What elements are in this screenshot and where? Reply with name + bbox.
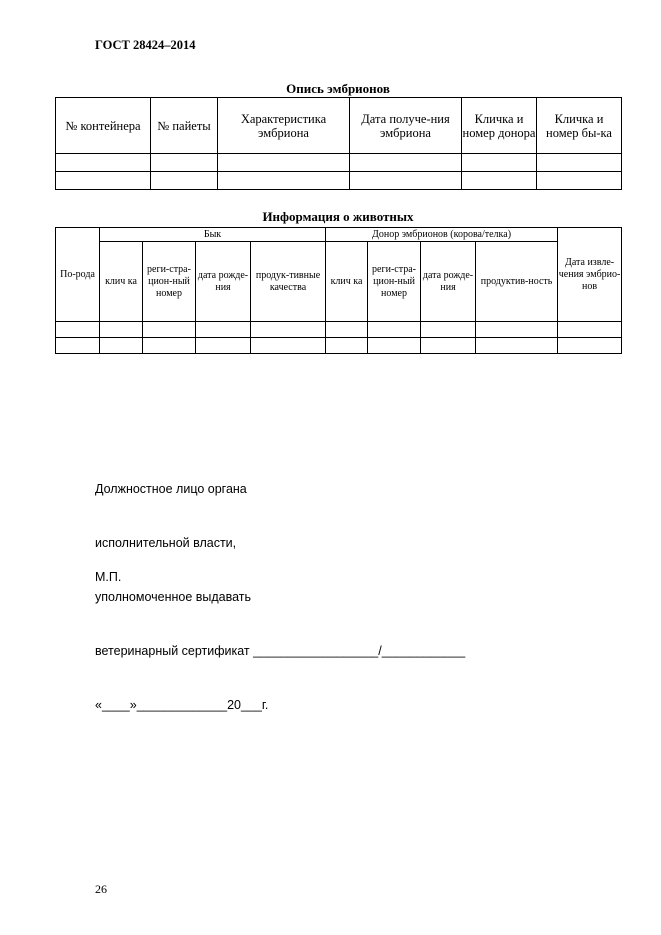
table-row: [56, 154, 622, 172]
table-cell: [476, 322, 558, 338]
embryo-table-title: Опись эмбрионов: [286, 81, 390, 96]
col-donor-reg-number: реги-стра-цион-ный номер: [368, 242, 421, 322]
col-bull-reg-number: реги-стра-цион-ный номер: [143, 242, 196, 322]
date-field: «____»_____________20___г.: [95, 698, 269, 712]
table-cell: [151, 172, 218, 190]
signature-block: [95, 444, 465, 732]
table-cell: [462, 154, 537, 172]
table-cell: [537, 172, 622, 190]
document-code: ГОСТ 28424–2014: [95, 38, 196, 52]
table-cell: [326, 322, 368, 338]
table-cell: [56, 322, 100, 338]
group-bull: Бык: [100, 228, 326, 242]
col-donor-productivity: продуктив-ность: [476, 242, 558, 322]
signature-field: ветеринарный сертификат __________________/____________: [95, 644, 466, 658]
table-cell: [251, 338, 326, 354]
animal-table: [55, 227, 622, 354]
table-cell: [143, 338, 196, 354]
table-row: [56, 172, 622, 190]
page-number: 26: [95, 882, 107, 896]
animal-table-subheader-row: [56, 242, 622, 322]
table-cell: [558, 338, 622, 354]
group-donor: Донор эмбрионов (корова/телка): [326, 228, 558, 242]
col-container-number: № контейнера: [56, 98, 151, 154]
table-cell: [100, 322, 143, 338]
table-cell: [143, 322, 196, 338]
table-cell: [537, 154, 622, 172]
table-cell: [350, 154, 462, 172]
table-row: [56, 338, 622, 354]
col-bull-productivity: продук-тивные качества: [251, 242, 326, 322]
table-cell: [251, 322, 326, 338]
table-cell: [421, 322, 476, 338]
table-cell: [196, 322, 251, 338]
embryo-table-header-row: [56, 98, 622, 154]
table-cell: [462, 172, 537, 190]
col-bull-name: клич ка: [100, 242, 143, 322]
col-embryo-characteristic: Характеристика эмбриона: [218, 98, 350, 154]
signature-line: уполномоченное выдавать: [95, 590, 252, 604]
table-cell: [421, 338, 476, 354]
table-cell: [218, 154, 350, 172]
col-bull-birth-date: дата рожде-ния: [196, 242, 251, 322]
signature-line: Должностное лицо органа: [95, 482, 247, 496]
table-cell: [326, 338, 368, 354]
table-cell: [558, 322, 622, 338]
col-donor-birth-date: дата рожде-ния: [421, 242, 476, 322]
col-donor-name-number: Кличка и номер донора: [462, 98, 537, 154]
table-cell: [56, 172, 151, 190]
table-cell: [368, 338, 421, 354]
signature-line: исполнительной власти,: [95, 536, 237, 550]
table-cell: [56, 338, 100, 354]
table-cell: [56, 154, 151, 172]
col-donor-name: клич ка: [326, 242, 368, 322]
animal-table-group-row: [56, 228, 622, 242]
table-cell: [476, 338, 558, 354]
col-extraction-date: Дата извле-чения эмбрио-нов: [558, 228, 622, 322]
table-cell: [368, 322, 421, 338]
col-straw-number: № пайеты: [151, 98, 218, 154]
table-cell: [100, 338, 143, 354]
col-bull-name-number: Кличка и номер бы-ка: [537, 98, 622, 154]
stamp-label: М.П.: [95, 570, 122, 584]
table-cell: [218, 172, 350, 190]
col-collection-date: Дата получе-ния эмбриона: [350, 98, 462, 154]
col-breed: По-рода: [56, 228, 100, 322]
table-cell: [350, 172, 462, 190]
table-cell: [196, 338, 251, 354]
animal-table-title: Информация о животных: [262, 209, 414, 224]
table-row: [56, 322, 622, 338]
table-cell: [151, 154, 218, 172]
embryo-table: [55, 97, 622, 190]
